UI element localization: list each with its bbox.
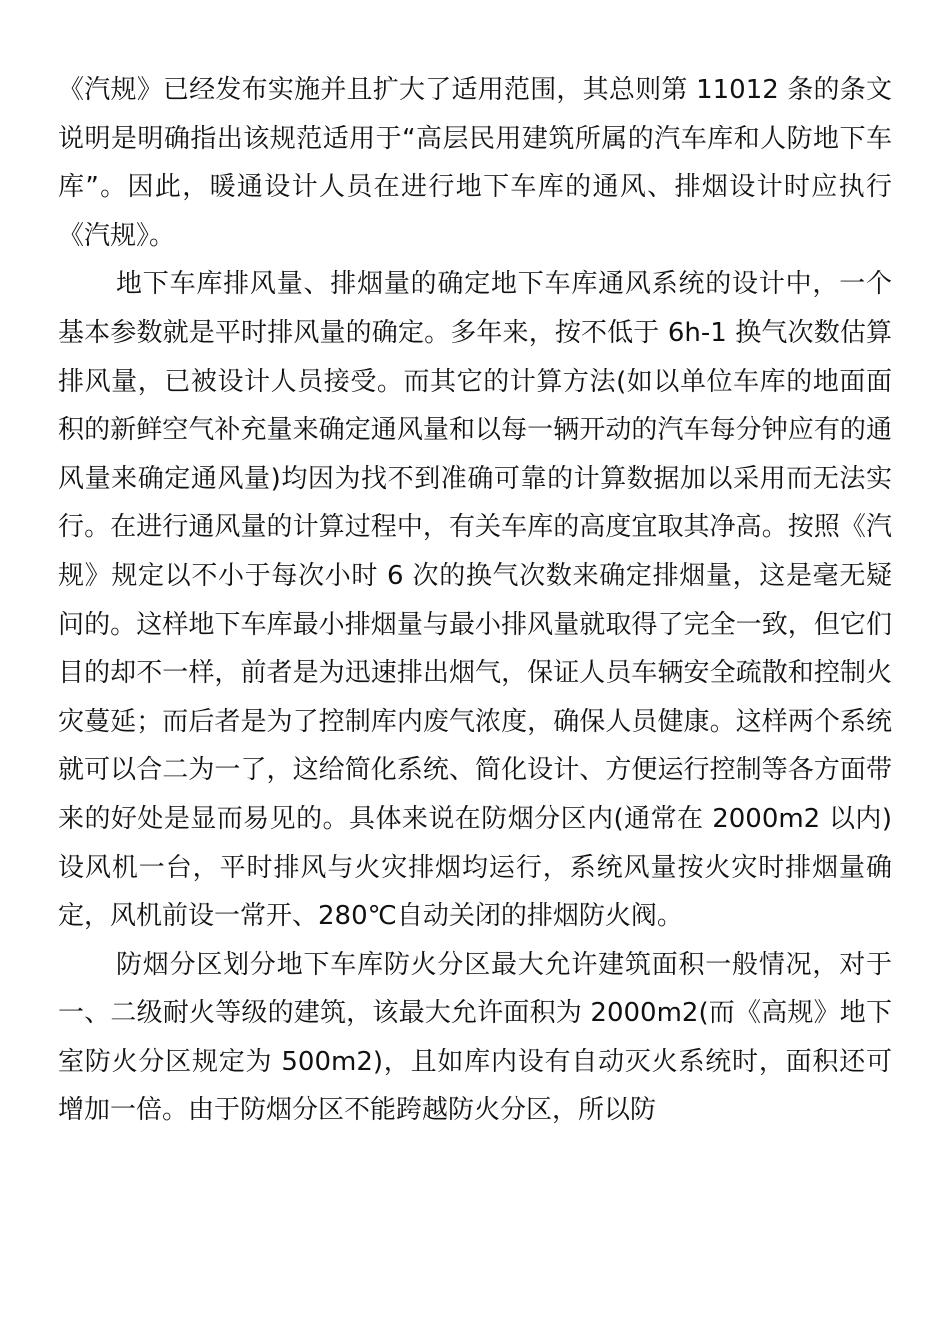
document-page [58, 66, 892, 1135]
paragraph-3: 防烟分区划分地下车库防火分区最大允许建筑面积一般情况，对于一、二级耐火等级的建筑，该最大允许面积为 2000m2(而《高规》地下室防火分区规定为 500m2)，且如库内设有自动灭火系统时，面积还可增加一倍。由于防烟分区不能跨越防火分区，所以防 [58, 949, 892, 1126]
paragraph-2: 地下车库排风量、排烟量的确定地下车库通风系统的设计中，一个基本参数就是平时排风量的确定。多年来，按不低于 6h-1 换气次数估算排风量，已被设计人员接受。而其它的计算方法(如以单位车库的地面面积的新鲜空气补充量来确定通风量和以每一辆开动的汽车每分钟应有的通风量来确定通风量)均因为找不到准确可靠的计算数据加以采用而无法实行。在进行通风量的计算过程中，有关车库的高度宜取其净高。按照《汽规》规定以不小于每次小时 6 次的换气次数来确定排烟量，这是毫无疑问的。这样地下车库最小排烟量与最小排风量就取得了完全一致，但它们目的却不一样，前者是为迅速排出烟气，保证人员车辆安全疏散和控制火灾蔓延；而后者是为了控制库内废气浓度，确保人员健康。这样两个系统就可以合二为一了，这给简化系统、简化设计、方便运行控制等各方面带来的好处是显而易见的。具体来说在防烟分区内(通常在 2000m2 以内)设风机一台，平时排风与火灾排烟均运行，系统风量按火灾时排烟量确定，风机前设一常开、280℃自动关闭的排烟防火阀。 [58, 269, 892, 932]
paragraph-1: 《汽规》已经发布实施并且扩大了适用范围，其总则第 11012 条的条文说明是明确指出该规范适用于“高层民用建筑所属的汽车库和人防地下车库”。因此，暖通设计人员在进行地下车库的通风、排烟设计时应执行《汽规》。 [58, 75, 892, 251]
